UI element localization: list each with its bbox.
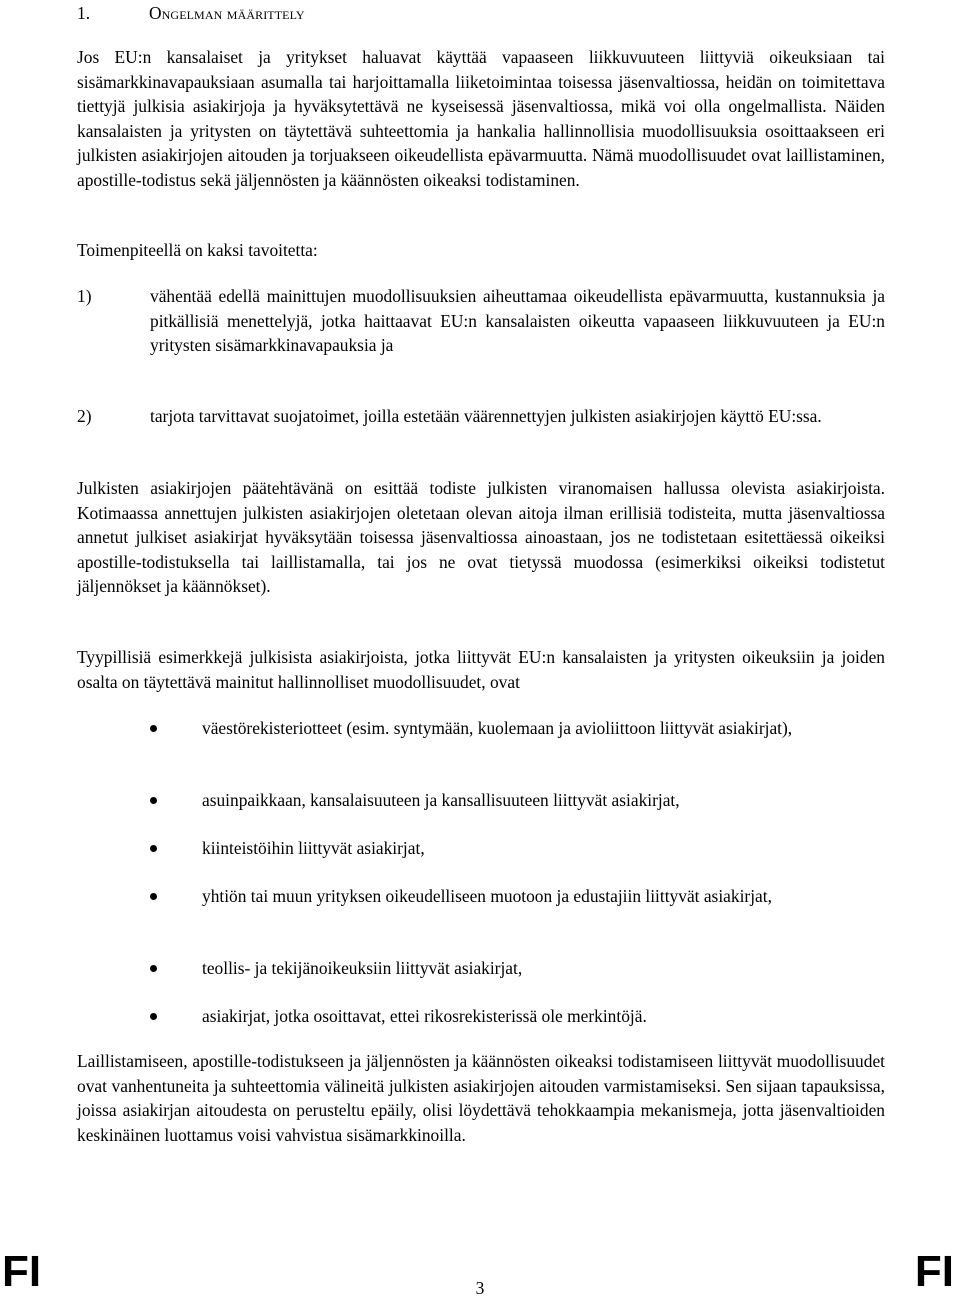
example-list-item <box>77 884 885 909</box>
objective-text: vähentää edellä mainittujen muodollisuuksien aiheuttamaa oikeudellista epävarmuutta, kustannuksia ja pitkällisiä menettelyjä, jotka haittaavat EU:n kansalaisten oikeutta vapaaseen liikkuvuuteen ja EU:n yritysten sisämarkkinavapauksia ja <box>150 286 885 356</box>
objective-text: tarjota tarvittavat suojatoimet, joilla estetään väärennettyjen julkisten asiakirjojen käyttö EU:ssa. <box>150 406 822 426</box>
example-text: teollis- ja tekijänoikeuksiin liittyvät asiakirjat, <box>202 958 523 978</box>
example-list-item <box>77 836 885 861</box>
footer-language-code-right: FI <box>914 1247 954 1296</box>
page-number: 3 <box>475 1278 485 1298</box>
objective-item <box>77 284 885 358</box>
paragraph-intro: Jos EU:n kansalaiset ja yritykset haluavat käyttää vapaaseen liikkuvuuteen liittyviä oikeuksiaan tai sisämarkkinavapauksiaan asumalla tai harjoittamalla liiketoimintaa toisessa jäsenvaltiossa, heidän on toimitettava tiettyjä julkisia asiakirjoja ja hyväksytettävä ne kyseisessä jäsenvaltiossa, mikä voi olla ongelmallista. Näiden kansalaisten ja yritysten on täytettävä suhteettomia ja hankalia hallinnollisia muodollisuuksia osoittaakseen eri julkisten asiakirjojen aitouden ja torjuakseen oikeudellista epävarmuutta. Nämä muodollisuudet ovat laillistaminen, apostille-todistus sekä jäljennösten ja käännösten oikeaksi todistaminen. <box>77 47 885 190</box>
bullet-icon <box>150 725 157 732</box>
paragraph-public-documents: Julkisten asiakirjojen päätehtävänä on esittää todiste julkisten viranomaisen hallussa olevista asiakirjoista. Kotimaassa annettujen julkisten asiakirjojen oletetaan olevan aitoja ilman erillisiä todisteita, mutta jäsenvaltiossa annetut julkiset asiakirjat hyväksytään toisessa jäsenvaltiossa ainoastaan, jos ne todistetaan esitettäessä oikeiksi apostille-todistuksella tai laillistamalla, tai jos ne ovat tietyssä muodossa (esimerkiksi oikeiksi todistetut jäljennökset ja käännökset). <box>77 478 885 597</box>
objective-number: 1) <box>77 286 92 306</box>
example-text: kiinteistöihin liittyvät asiakirjat, <box>202 838 425 858</box>
paragraph-conclusion: Laillistamiseen, apostille-todistukseen ja jäljennösten ja käännösten oikeaksi todistamiseen liittyvät muodollisuudet ovat vanhentuneita ja suhteettomia välineitä julkisten asiakirjojen aitouden varmistamiseksi. Sen sijaan tapauksissa, joissa asiakirjan aitoudesta on perusteltu epäily, olisi löydettävä tehokkaampia mekanismeja, jotta jäsenvaltioiden keskinäinen luottamus voisi vahvistua sisämarkkinoilla. <box>77 1051 885 1145</box>
bullet-icon <box>150 845 157 852</box>
bullet-icon <box>150 893 157 900</box>
footer-language-code-left: FI <box>2 1247 42 1296</box>
example-text: yhtiön tai muun yrityksen oikeudelliseen muotoon ja edustajiin liittyvät asiakirjat, <box>202 886 772 906</box>
example-text: asiakirjat, jotka osoittavat, ettei rikosrekisterissä ole merkintöjä. <box>202 1006 647 1026</box>
example-text: väestörekisteriotteet (esim. syntymään, kuolemaan ja avioliittoon liittyvät asiakirjat), <box>202 718 793 738</box>
bullet-icon <box>150 965 157 972</box>
objective-number: 2) <box>77 406 92 426</box>
paragraph-examples-lead: Tyypillisiä esimerkkejä julkisista asiakirjoista, jotka liittyvät EU:n kansalaisten ja yritysten oikeuksiin ja joiden osalta on täytettävä mainitut hallinnolliset muodollisuudet, ovat <box>77 647 885 692</box>
section-title: Ongelman määrittely <box>149 3 305 23</box>
example-list-item <box>77 1004 885 1029</box>
section-number: 1. <box>77 3 91 23</box>
example-list-item <box>77 788 885 813</box>
objective-item <box>77 404 885 429</box>
bullet-icon <box>150 797 157 804</box>
paragraph-objectives-lead: Toimenpiteellä on kaksi tavoitetta: <box>77 240 318 260</box>
example-text: asuinpaikkaan, kansalaisuuteen ja kansallisuuteen liittyvät asiakirjat, <box>202 790 680 810</box>
example-list-item <box>77 956 885 981</box>
example-list-item <box>77 716 885 741</box>
bullet-icon <box>150 1013 157 1020</box>
section-heading <box>77 1 305 26</box>
